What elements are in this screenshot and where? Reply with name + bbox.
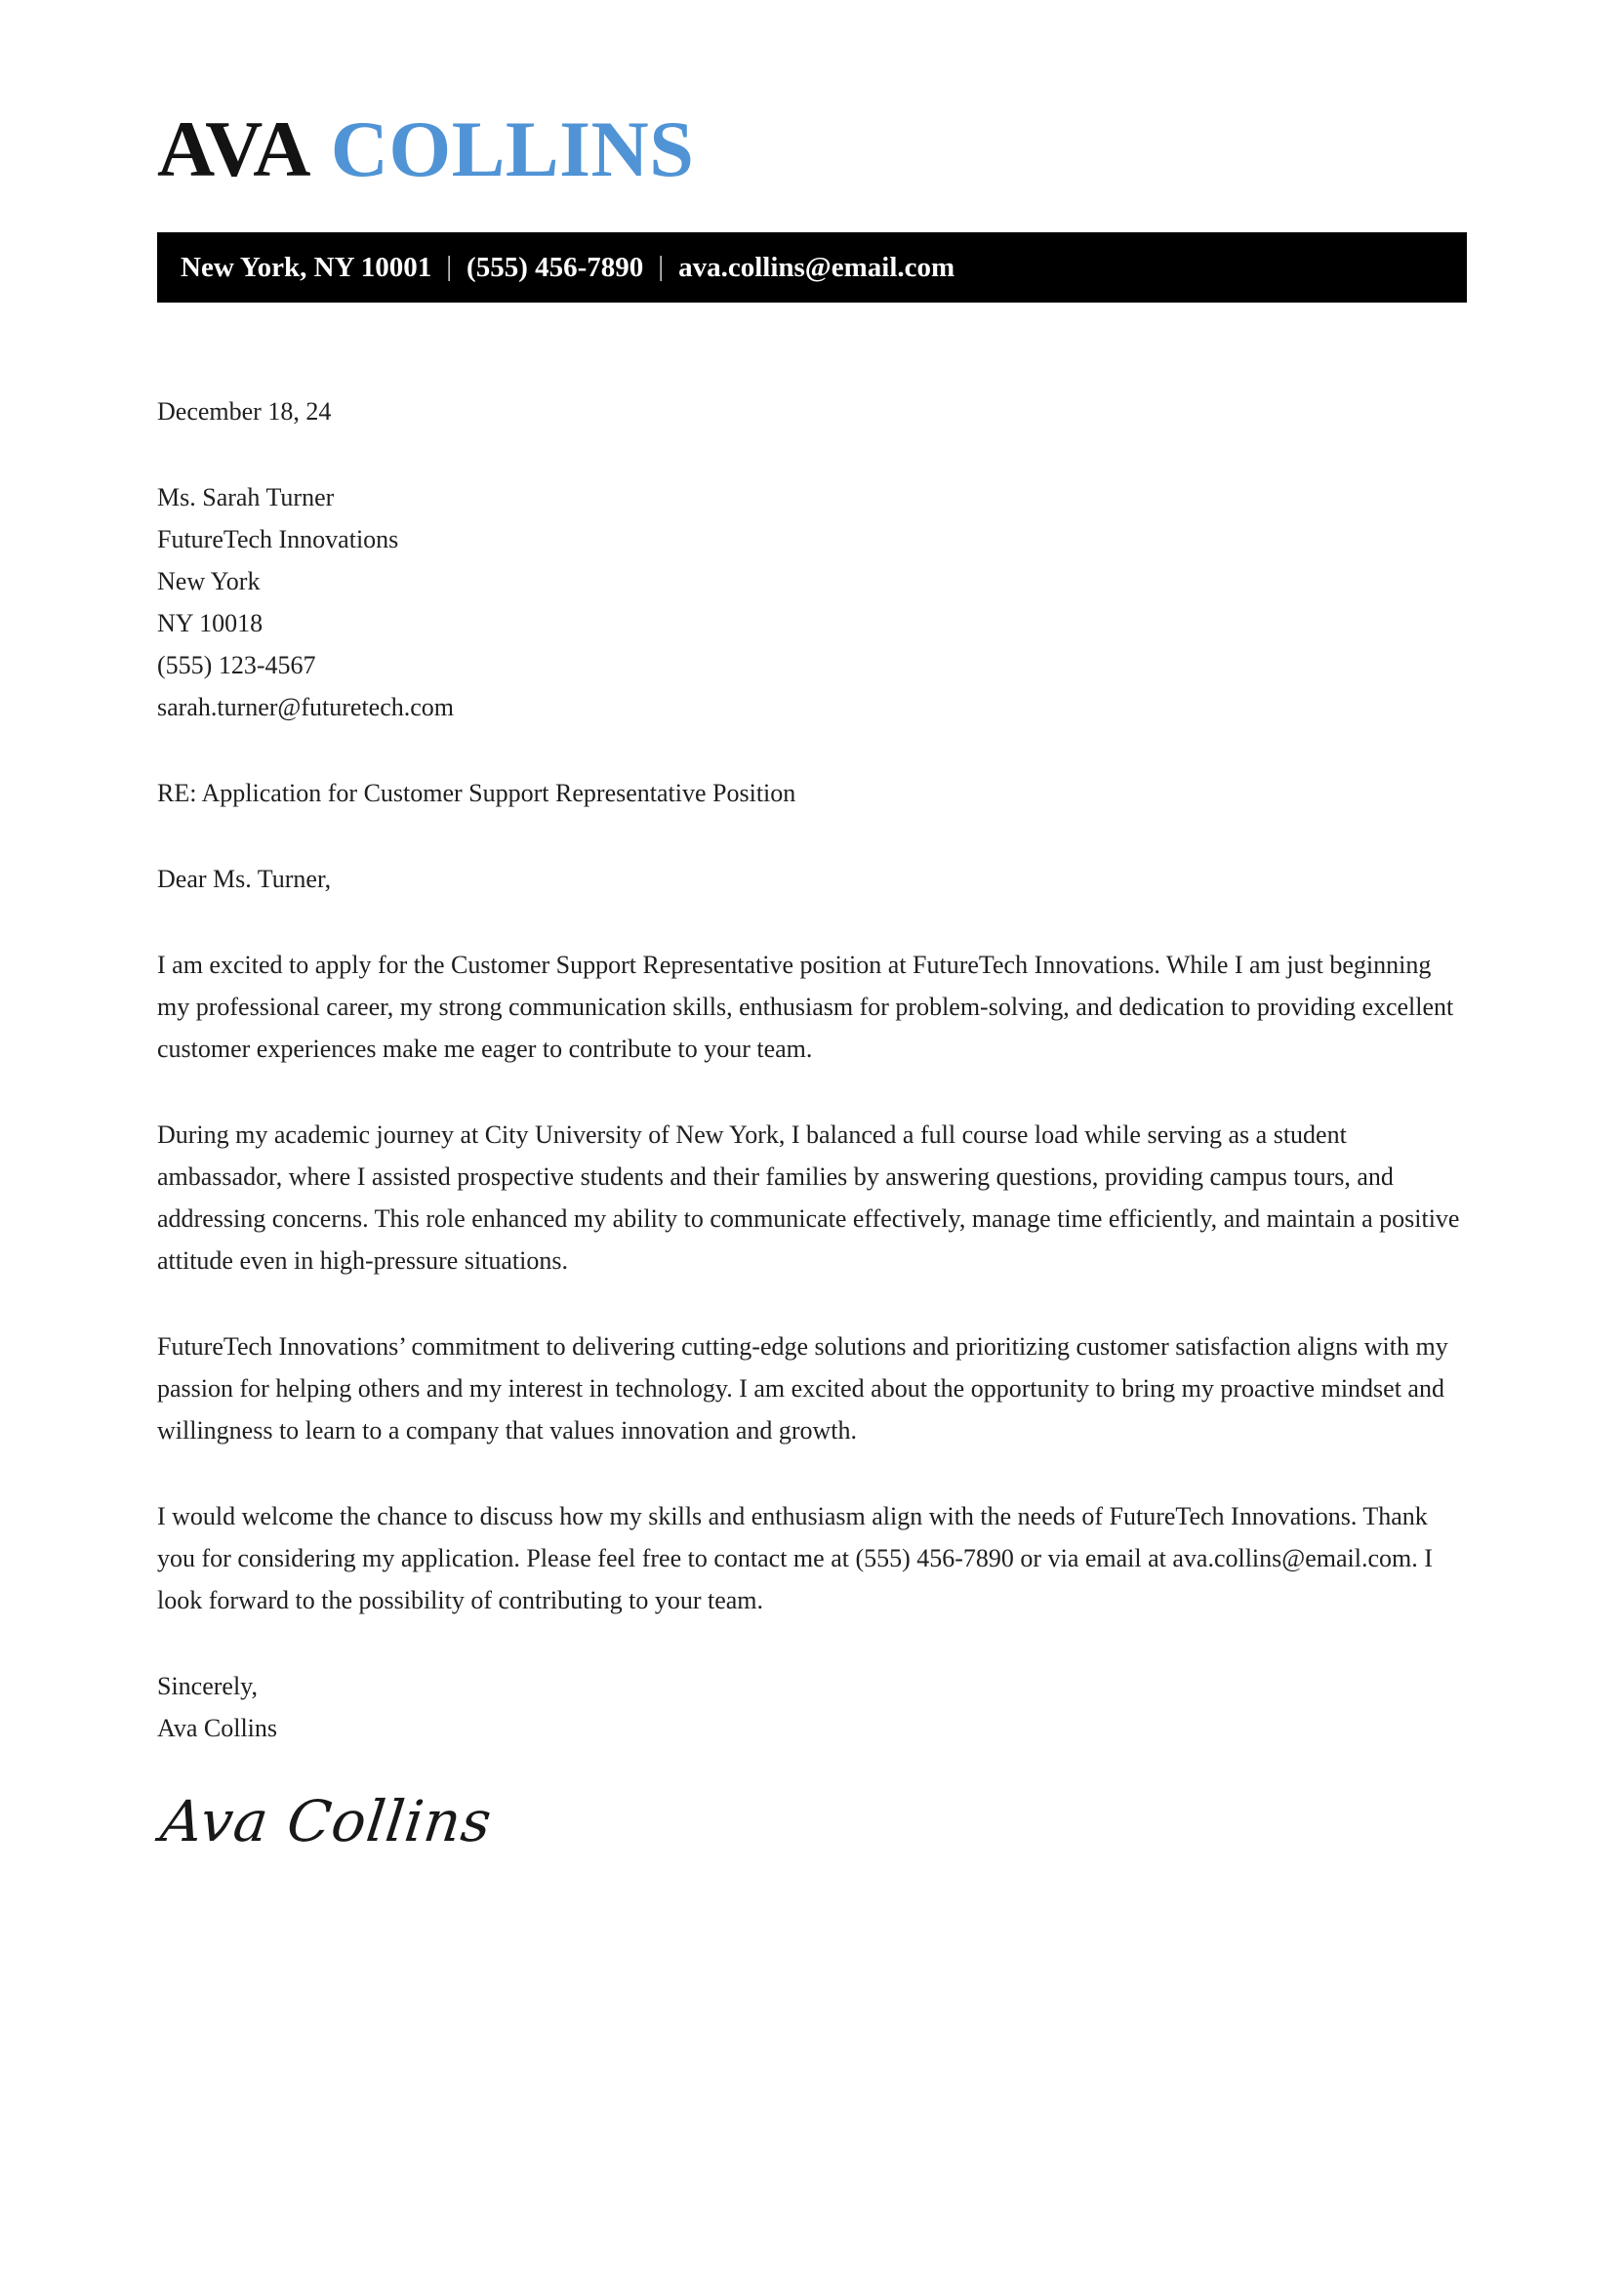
- subject-line: RE: Application for Customer Support Representative Position: [157, 779, 796, 807]
- salutation: Dear Ms. Turner,: [157, 865, 332, 893]
- applicant-first-name: AVA: [157, 104, 312, 193]
- letter-date: December 18, 24: [157, 397, 332, 426]
- contact-location: New York, NY 10001: [181, 251, 432, 283]
- closing-block: [157, 1665, 1467, 1749]
- recipient-zip: NY 10018: [157, 609, 264, 637]
- recipient-phone: (555) 123-4567: [157, 651, 316, 679]
- paragraph-company-fit: FutureTech Innovations’ commitment to delivering cutting-edge solutions and prioritizing customer satisfaction aligns with my passion for helping others and my interest in technology. I am excited about the opportunity to bring my proactive mindset and willingness to learn to a company that values innovation and growth.: [157, 1332, 1448, 1445]
- sender-name: Ava Collins: [157, 1714, 278, 1742]
- applicant-name: [157, 104, 1467, 193]
- recipient-city: New York: [157, 567, 261, 595]
- contact-phone: (555) 456-7890: [467, 251, 644, 283]
- contact-separator: |: [658, 250, 665, 282]
- paragraph-intro: I am excited to apply for the Customer Support Representative position at FutureTech Innovations. While I am just beginning my professional career, my strong communication skills, enthusiasm for problem-solving, and dedication to providing excellent customer experiences make me eager to contribute to your team.: [157, 951, 1454, 1063]
- paragraph-experience: During my academic journey at City University of New York, I balanced a full course load while serving as a student ambassador, where I assisted prospective students and their families by answering questions, providing campus tours, and addressing concerns. This role enhanced my ability to communicate effectively, manage time efficiently, and maintain a positive attitude even in high-pressure situations.: [157, 1120, 1460, 1275]
- paragraph-call-to-action: I would welcome the chance to discuss how my skills and enthusiasm align with the needs of FutureTech Innovations. Thank you for considering my application. Please feel free to contact me at (555) 456-7890 or via email at ava.collins@email.com. I look forward to the possibility of contributing to your team.: [157, 1502, 1433, 1614]
- letter-body: [157, 390, 1467, 1856]
- recipient-company: FutureTech Innovations: [157, 525, 399, 553]
- contact-info-bar: [157, 232, 1467, 303]
- contact-email: ava.collins@email.com: [678, 251, 955, 283]
- closing-word: Sincerely,: [157, 1672, 258, 1700]
- recipient-name: Ms. Sarah Turner: [157, 483, 335, 511]
- recipient-address-block: [157, 476, 1467, 728]
- applicant-last-name: COLLINS: [330, 104, 695, 193]
- handwritten-signature: Ava Collins: [157, 1788, 496, 1854]
- contact-separator: |: [446, 250, 453, 282]
- recipient-email: sarah.turner@futuretech.com: [157, 693, 455, 721]
